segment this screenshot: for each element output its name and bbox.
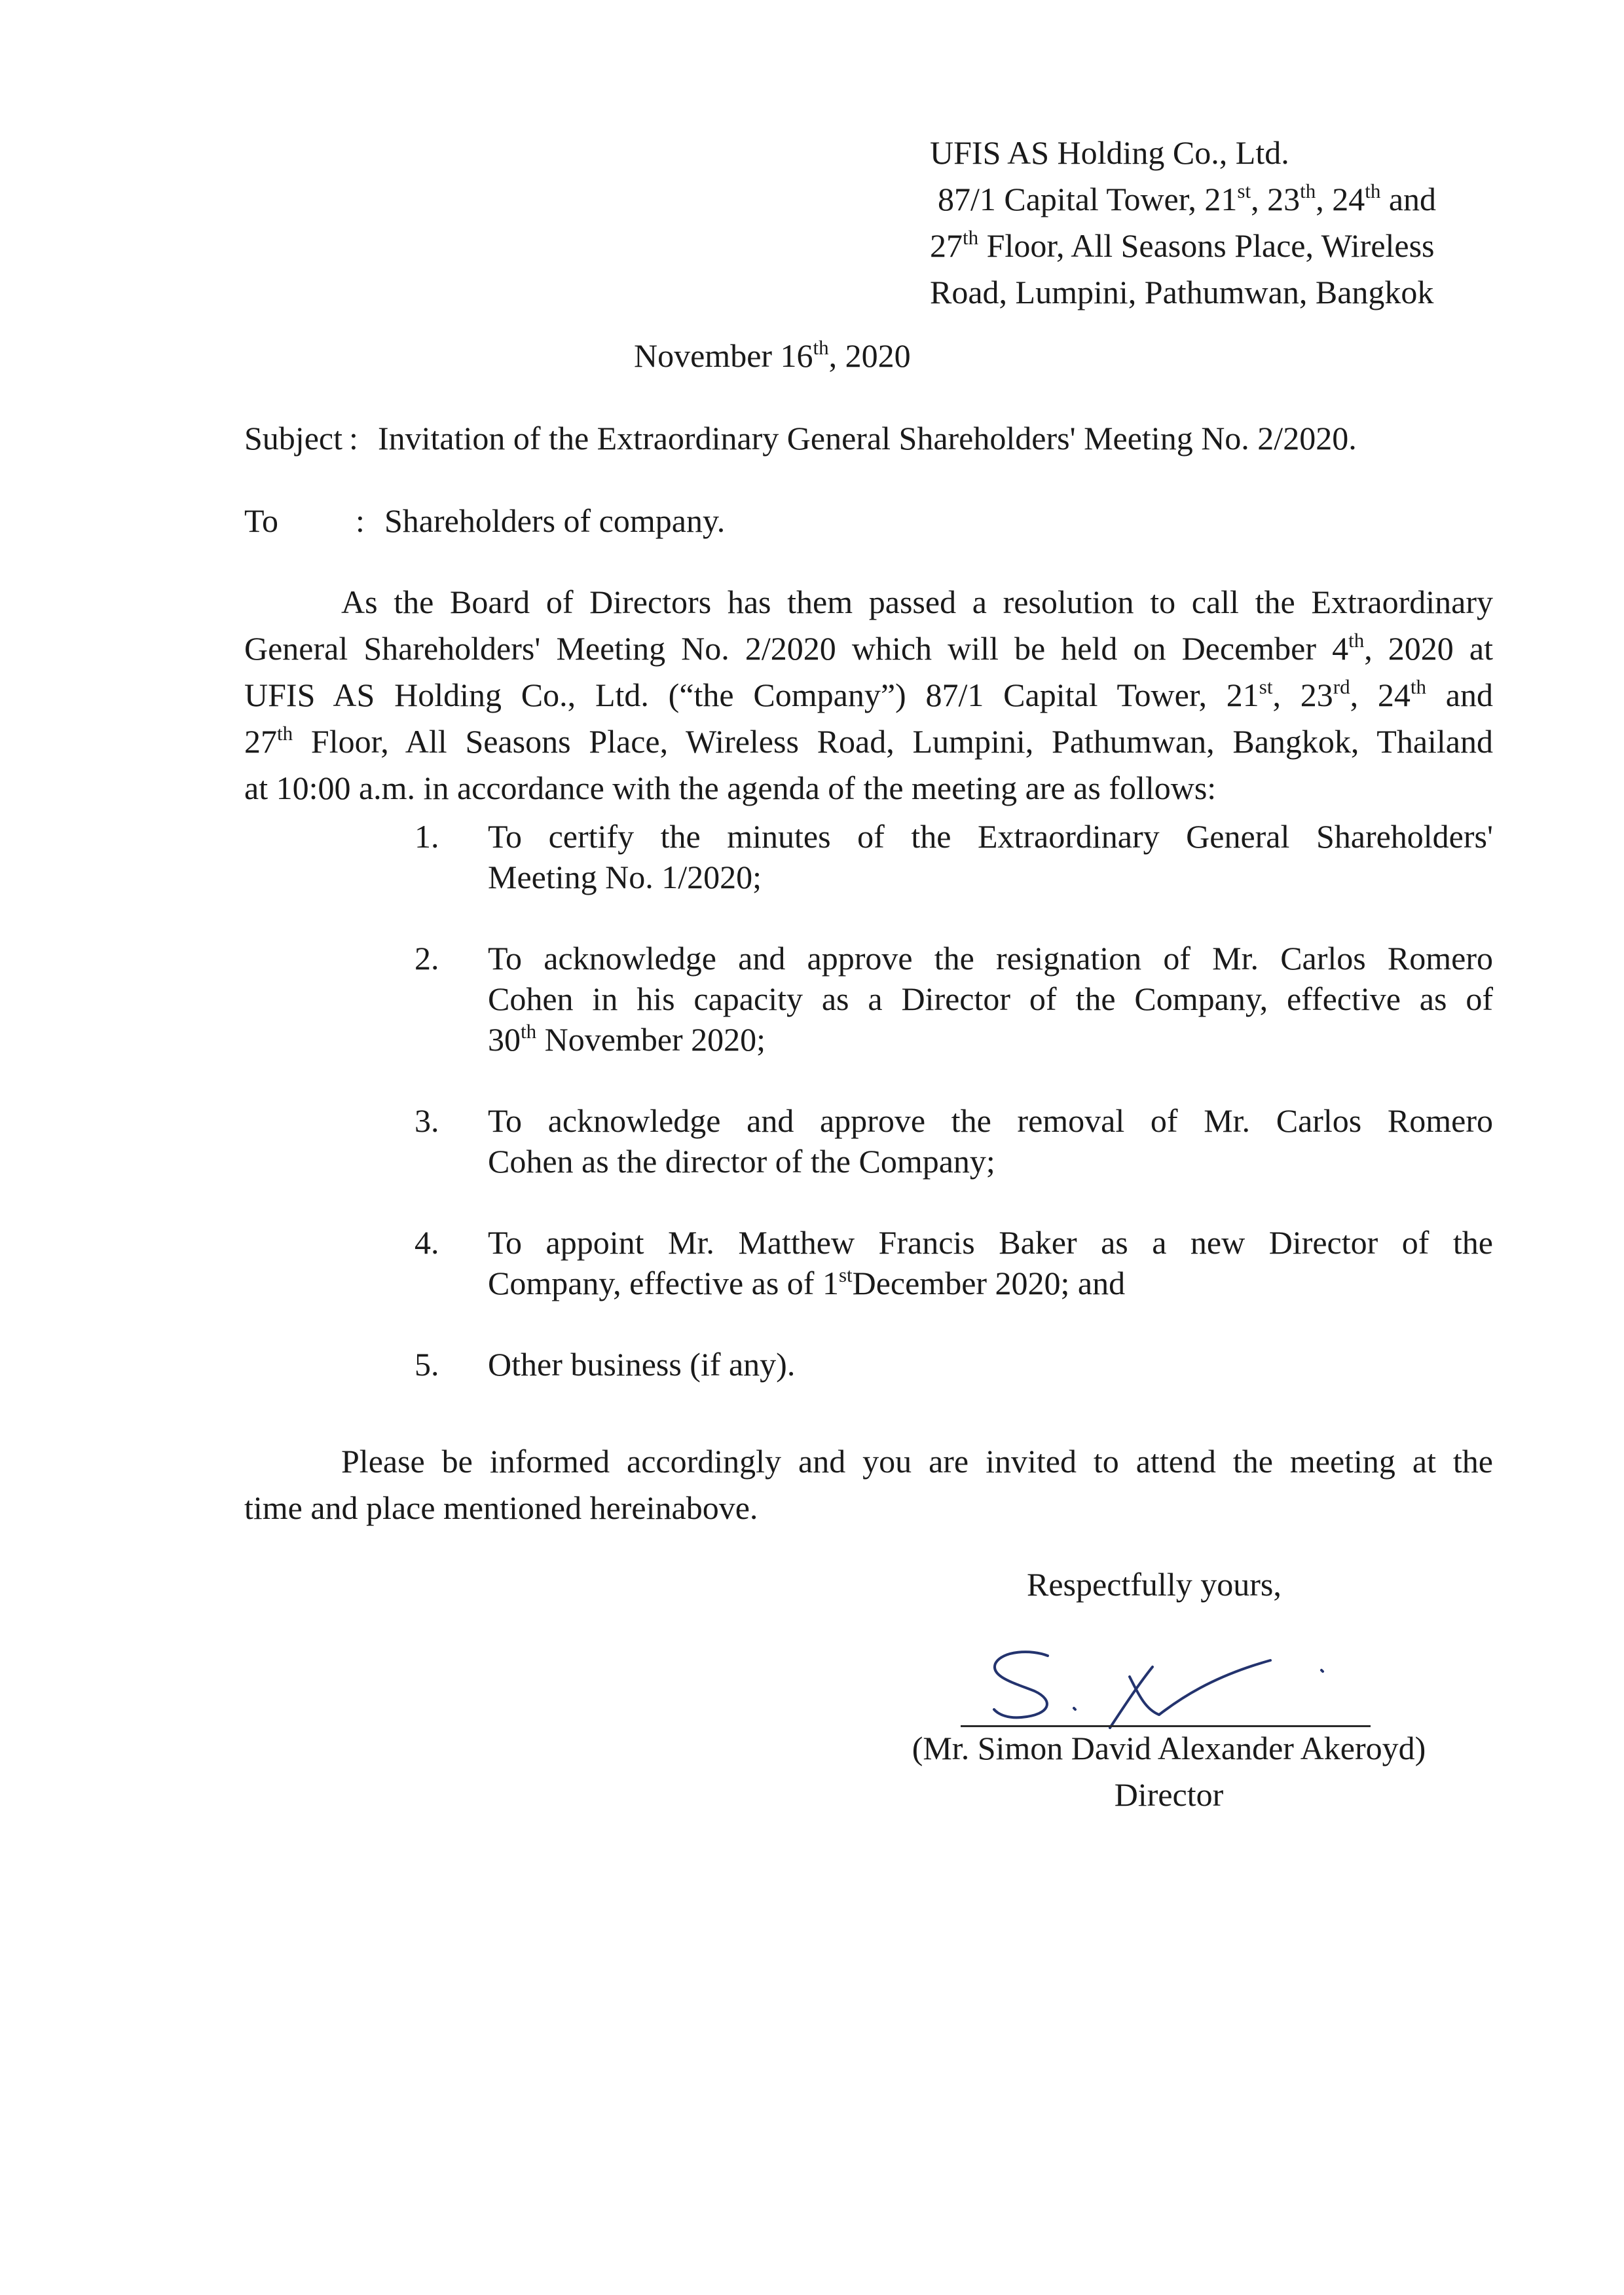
agenda-line: Meeting No. 1/2020;	[488, 859, 762, 895]
address-line-3: 27th Floor, All Seasons Place, Wireless	[930, 226, 1435, 264]
agenda-item-2	[415, 938, 1493, 1060]
intro-line: General Shareholders' Meeting No. 2/2020 which will be held on December 4th, 2020 at	[244, 629, 1493, 667]
complimentary-close: Respectfully yours,	[1027, 1566, 1282, 1603]
intro-line: UFIS AS Holding Co., Ltd. (“the Company”) 87/1 Capital Tower, 21st, 23rd, 24th and	[244, 675, 1493, 713]
recipient-line	[244, 498, 725, 544]
agenda-item-3	[415, 1100, 1493, 1182]
subject-line	[244, 415, 1357, 462]
intro-line: at 10:00 a.m. in accordance with the agenda of the meeting are as follows:	[244, 770, 1217, 806]
recipient-colon: :	[356, 502, 365, 539]
agenda-number: 5.	[415, 1346, 439, 1383]
agenda-number: 2.	[415, 940, 439, 977]
agenda-number: 3.	[415, 1102, 439, 1139]
subject-label: Subject	[244, 420, 342, 457]
signer-title: Director	[1114, 1776, 1224, 1813]
company-address	[930, 130, 1519, 316]
agenda-item-1	[415, 816, 1493, 897]
agenda-line: Other business (if any).	[488, 1346, 796, 1383]
closing-line: time and place mentioned hereinabove.	[244, 1489, 758, 1526]
subject-colon: :	[349, 420, 358, 457]
agenda-item-5	[415, 1344, 1493, 1385]
company-name: UFIS AS Holding Co., Ltd.	[930, 134, 1289, 171]
intro-paragraph	[244, 579, 1493, 812]
address-line-4: Road, Lumpini, Pathumwan, Bangkok	[930, 274, 1434, 310]
recipient-label: To	[244, 502, 279, 539]
recipient-text: Shareholders of company.	[384, 502, 726, 539]
agenda-line: 30th November 2020;	[488, 1020, 766, 1058]
agenda-list	[415, 816, 1493, 1385]
agenda-number: 4.	[415, 1224, 439, 1261]
signer-name: (Mr. Simon David Alexander Akeroyd)	[912, 1730, 1426, 1766]
agenda-line: To appoint Mr. Matthew Francis Baker as a new Director of the	[488, 1224, 1493, 1261]
agenda-number: 1.	[415, 818, 439, 855]
agenda-item-4	[415, 1222, 1493, 1303]
agenda-line: Cohen as the director of the Company;	[488, 1143, 995, 1180]
closing-paragraph	[244, 1438, 1493, 1531]
address-line-2: 87/1 Capital Tower, 21st, 23th, 24th and	[938, 179, 1437, 217]
subject-text: Invitation of the Extraordinary General Shareholders' Meeting No. 2/2020.	[378, 420, 1357, 457]
signature-image	[963, 1637, 1382, 1729]
agenda-line: Cohen in his capacity as a Director of the Company, effective as of	[488, 980, 1493, 1017]
intro-line: 27th Floor, All Seasons Place, Wireless Road, Lumpini, Pathumwan, Bangkok, Thailand	[244, 722, 1493, 760]
agenda-line: Company, effective as of 1stDecember 2020; and	[488, 1263, 1126, 1301]
intro-line: As the Board of Directors has them passed a resolution to call the Extraordinary	[341, 584, 1493, 620]
closing-line: Please be informed accordingly and you are invited to attend the meeting at the	[341, 1443, 1493, 1480]
agenda-line: To certify the minutes of the Extraordinary General Shareholders'	[488, 818, 1493, 855]
letter-date: November 16th, 2020	[634, 336, 911, 374]
agenda-line: To acknowledge and approve the resignation of Mr. Carlos Romero	[488, 940, 1493, 977]
agenda-line: To acknowledge and approve the removal of Mr. Carlos Romero	[488, 1102, 1493, 1139]
